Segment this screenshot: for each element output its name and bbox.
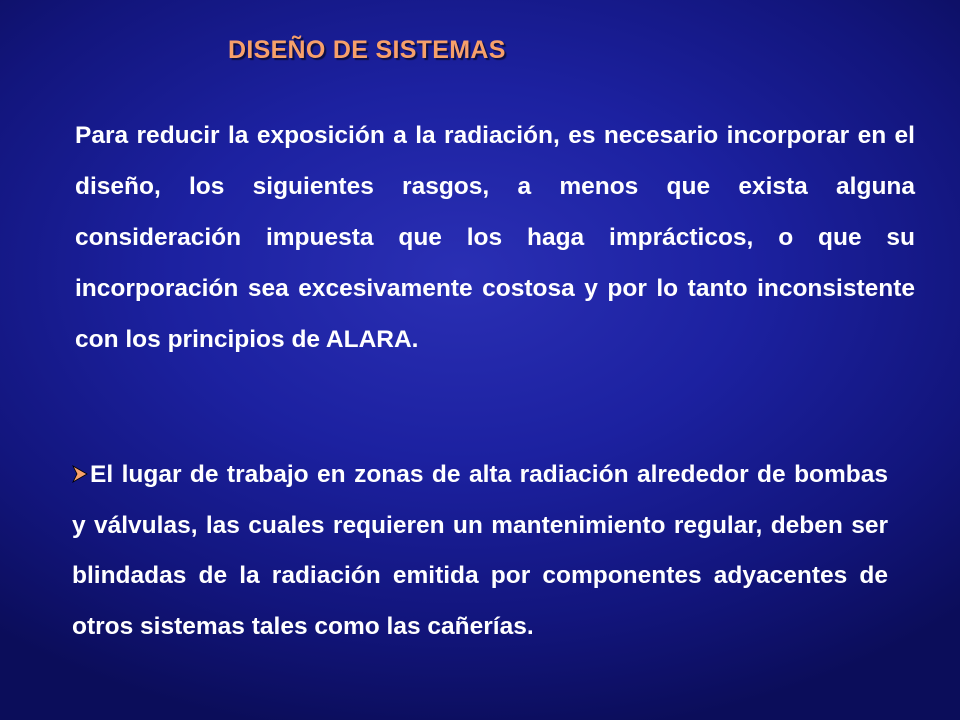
arrow-bullet-icon: [72, 451, 88, 469]
bullet-text: El lugar de trabajo en zonas de alta radiación alrededor de bombas y válvulas, las cuales requieren un mantenimiento regular, deben ser blindadas de la radiación emitida por componentes adyacentes de otros sistemas tales como las cañerías.: [72, 461, 888, 640]
bullet-item: [72, 450, 888, 652]
slide-title: DISEÑO DE SISTEMAS: [228, 36, 506, 64]
intro-paragraph: Para reducir la exposición a la radiación, es necesario incorporar en el diseño, los siguientes rasgos, a menos que exista alguna consideración impuesta que los haga imprácticos, o que su incorporación sea excesivamente costosa y por lo tanto inconsistente con los principios de ALARA.: [75, 122, 915, 353]
